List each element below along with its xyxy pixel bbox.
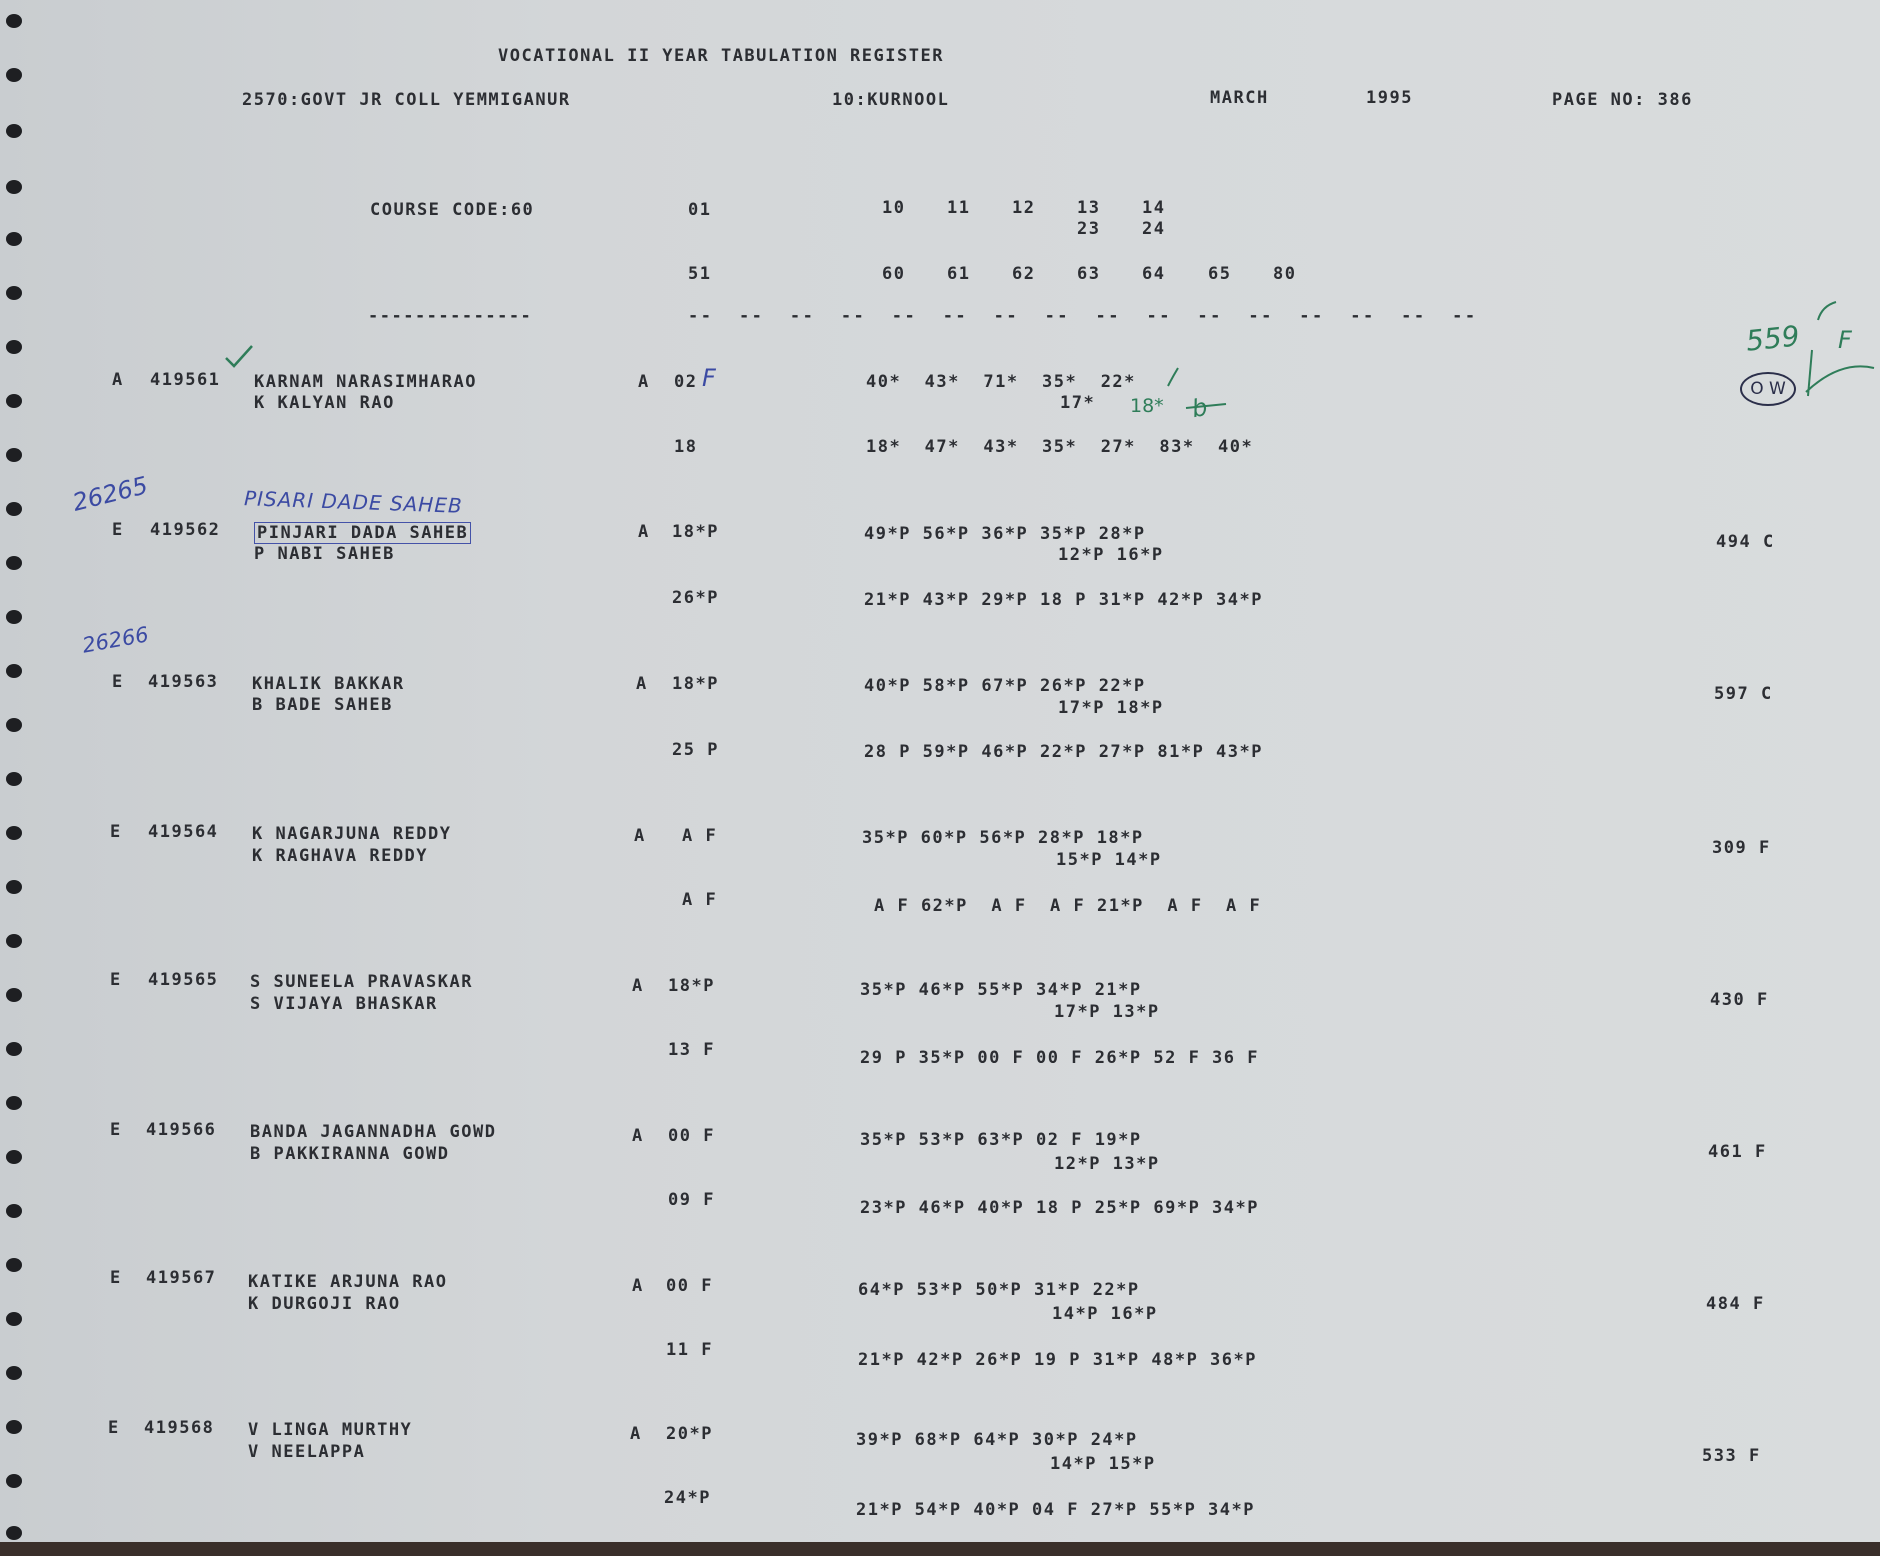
handwritten-number: 26265: [69, 471, 151, 517]
col-12: 12: [1012, 198, 1036, 218]
arrow-stroke: [1806, 350, 1874, 396]
col-63: 63: [1077, 264, 1101, 284]
record-mark-23: 17*: [1060, 393, 1096, 413]
record-father: B PAKKIRANNA GOWD: [250, 1144, 450, 1164]
record-name: KARNAM NARASIMHARAO: [254, 372, 477, 392]
col-64: 64: [1142, 264, 1166, 284]
record-regno: 419565: [148, 970, 219, 990]
col-10: 10: [882, 198, 906, 218]
record-mark-51: 13 F: [668, 1040, 715, 1060]
record-father: K RAGHAVA REDDY: [252, 846, 429, 866]
col-65: 65: [1208, 264, 1232, 284]
exam-month: MARCH: [1210, 88, 1269, 108]
page-number: PAGE NO: 386: [1552, 90, 1693, 110]
record-medium: A: [632, 976, 644, 996]
column-dashes: -- -- -- -- -- -- -- -- -- -- -- -- -- -- -- --: [688, 306, 1478, 326]
record-medium: A: [630, 1424, 642, 1444]
col-60: 60: [882, 264, 906, 284]
record-group: E: [112, 672, 124, 692]
record-name: S SUNEELA PRAVASKAR: [250, 972, 473, 992]
record-father: V NEELAPPA: [248, 1442, 366, 1462]
exam-year: 1995: [1366, 88, 1413, 108]
record-marks-10-14: 49*P 56*P 36*P 35*P 28*P: [864, 524, 1146, 544]
record-name: KHALIK BAKKAR: [252, 674, 405, 694]
record-regno: 419566: [146, 1120, 217, 1140]
record-total: 597 C: [1714, 684, 1773, 704]
record-name: PINJARI DADA SAHEB: [254, 522, 471, 544]
record-mark-01: 18*P: [672, 522, 719, 542]
record-name: V LINGA MURTHY: [248, 1420, 413, 1440]
record-medium: A: [638, 522, 650, 542]
register-title: VOCATIONAL II YEAR TABULATION REGISTER: [498, 46, 944, 66]
record-mark-51: 26*P: [672, 588, 719, 608]
record-marks-60-80: 18* 47* 43* 35* 27* 83* 40*: [866, 437, 1254, 457]
record-marks-10-14: 40* 43* 71* 35* 22*: [866, 372, 1136, 392]
record-regno: 419564: [148, 822, 219, 842]
record-marks-10-14: 40*P 58*P 67*P 26*P 22*P: [864, 676, 1146, 696]
record-mark-01: 02: [674, 372, 698, 392]
record-father: B BADE SAHEB: [252, 695, 393, 715]
col-62: 62: [1012, 264, 1036, 284]
record-medium: A: [638, 372, 650, 392]
tick-stroke: [1168, 368, 1178, 386]
scan-edge: [0, 1542, 1880, 1556]
arrow-stroke: [1818, 302, 1836, 320]
col-24: 24: [1142, 219, 1166, 239]
col-51: 51: [688, 264, 712, 284]
record-group: E: [110, 1268, 122, 1288]
record-mark-51: 11 F: [666, 1340, 713, 1360]
record-mark-51: 18: [674, 437, 698, 457]
record-regno: 419562: [150, 520, 221, 540]
record-group: E: [110, 1120, 122, 1140]
record-father: K DURGOJI RAO: [248, 1294, 401, 1314]
course-code: COURSE CODE:60: [370, 200, 535, 220]
record-father: S VIJAYA BHASKAR: [250, 994, 438, 1014]
record-mark-01: 20*P: [666, 1424, 713, 1444]
record-mark-23: 17*P 13*P: [1054, 1002, 1160, 1022]
record-mark-01: 18*P: [668, 976, 715, 996]
record-mark-01: 00 F: [666, 1276, 713, 1296]
handwritten-fail-mark: F: [702, 364, 716, 392]
record-mark-01: 00 F: [668, 1126, 715, 1146]
checkmark-icon: [226, 346, 252, 366]
record-regno: 419568: [144, 1418, 215, 1438]
record-mark-01: 18*P: [672, 674, 719, 694]
record-medium: A: [632, 1276, 644, 1296]
record-marks-10-14: 39*P 68*P 64*P 30*P 24*P: [856, 1430, 1138, 1450]
record-name: KATIKE ARJUNA RAO: [248, 1272, 448, 1292]
handwritten-number: 26266: [80, 622, 151, 658]
record-name: BANDA JAGANNADHA GOWD: [250, 1122, 497, 1142]
college-name: 2570:GOVT JR COLL YEMMIGANUR: [242, 90, 571, 110]
record-total: 309 F: [1712, 838, 1771, 858]
col-23: 23: [1077, 219, 1101, 239]
col-61: 61: [947, 264, 971, 284]
record-total: 494 C: [1716, 532, 1775, 552]
record-group: A: [112, 370, 124, 390]
record-regno: 419563: [148, 672, 219, 692]
record-marks-60-80: 21*P 42*P 26*P 19 P 31*P 48*P 36*P: [858, 1350, 1257, 1370]
record-mark-51: 09 F: [668, 1190, 715, 1210]
col-01: 01: [688, 200, 712, 220]
handwritten-total-grade: F: [1838, 326, 1852, 354]
record-mark-51: 24*P: [664, 1488, 711, 1508]
record-marks-60-80: 21*P 43*P 29*P 18 P 31*P 42*P 34*P: [864, 590, 1263, 610]
record-marks-60-80: 28 P 59*P 46*P 22*P 27*P 81*P 43*P: [864, 742, 1263, 762]
record-marks-10-14: 35*P 53*P 63*P 02 F 19*P: [860, 1130, 1142, 1150]
handwritten-ow-circle: O W: [1740, 372, 1796, 406]
record-mark-51: A F: [682, 890, 718, 910]
course-underline: --------------: [368, 306, 533, 326]
handwritten-name-correction: PISARI DADE SAHEB: [243, 486, 464, 518]
record-regno: 419567: [146, 1268, 217, 1288]
district-name: 10:KURNOOL: [832, 90, 950, 110]
record-total: 461 F: [1708, 1142, 1767, 1162]
handwritten-total: 559: [1744, 319, 1802, 358]
record-mark-23: 14*P 16*P: [1052, 1304, 1158, 1324]
record-group: E: [112, 520, 124, 540]
underline-stroke: [1186, 404, 1226, 408]
record-mark-23: 17*P 18*P: [1058, 698, 1164, 718]
record-name: K NAGARJUNA REDDY: [252, 824, 452, 844]
handwritten-b-mark: b: [1189, 392, 1210, 424]
record-medium: A: [632, 1126, 644, 1146]
record-total: 484 F: [1706, 1294, 1765, 1314]
record-mark-51: 25 P: [672, 740, 719, 760]
record-total: 430 F: [1710, 990, 1769, 1010]
record-mark-23: 12*P 16*P: [1058, 545, 1164, 565]
record-marks-60-80: A F 62*P A F A F 21*P A F A F: [874, 896, 1262, 916]
record-mark-23: 15*P 14*P: [1056, 850, 1162, 870]
record-father: P NABI SAHEB: [254, 544, 395, 564]
record-mark-23: 12*P 13*P: [1054, 1154, 1160, 1174]
record-mark-23: 14*P 15*P: [1050, 1454, 1156, 1474]
record-medium: A: [634, 826, 646, 846]
record-regno: 419561: [150, 370, 221, 390]
col-11: 11: [947, 198, 971, 218]
record-group: E: [108, 1418, 120, 1438]
record-marks-10-14: 35*P 46*P 55*P 34*P 21*P: [860, 980, 1142, 1000]
record-father: K KALYAN RAO: [254, 393, 395, 413]
record-group: E: [110, 822, 122, 842]
record-marks-10-14: 64*P 53*P 50*P 31*P 22*P: [858, 1280, 1140, 1300]
record-group: E: [110, 970, 122, 990]
col-80: 80: [1273, 264, 1297, 284]
record-medium: A: [636, 674, 648, 694]
col-13: 13: [1077, 198, 1101, 218]
col-14: 14: [1142, 198, 1166, 218]
handwritten-mark-24: 18*: [1130, 395, 1164, 417]
record-marks-60-80: 29 P 35*P 00 F 00 F 26*P 52 F 36 F: [860, 1048, 1259, 1068]
record-marks-60-80: 23*P 46*P 40*P 18 P 25*P 69*P 34*P: [860, 1198, 1259, 1218]
record-mark-01: A F: [682, 826, 718, 846]
record-total: 533 F: [1702, 1446, 1761, 1466]
record-marks-60-80: 21*P 54*P 40*P 04 F 27*P 55*P 34*P: [856, 1500, 1255, 1520]
record-marks-10-14: 35*P 60*P 56*P 28*P 18*P: [862, 828, 1144, 848]
